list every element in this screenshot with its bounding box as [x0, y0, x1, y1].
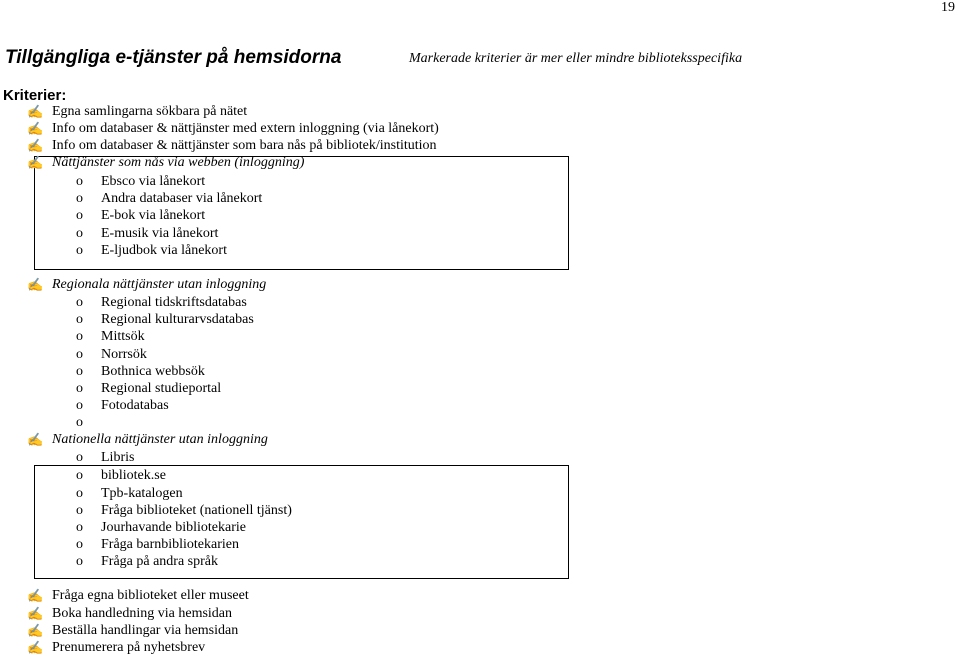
circle-bullet-icon: o [76, 174, 83, 189]
sub-item-text: Jourhavande bibliotekarie [101, 520, 247, 535]
criterion-text: Info om databaser & nättjänster med extern inloggning (via lånekort) [52, 121, 439, 136]
pen-bullet-icon: ✍ [27, 432, 44, 447]
criterion-text: Fråga egna biblioteket eller museet [52, 588, 249, 603]
circle-bullet-icon: o [76, 347, 83, 362]
sub-item-text: Tpb-katalogen [101, 486, 183, 501]
criteria-heading: Kriterier: [3, 87, 67, 104]
circle-bullet-icon: o [76, 381, 83, 396]
sub-item-text: Mittsök [101, 329, 145, 344]
circle-bullet-icon: o [76, 243, 83, 258]
pen-bullet-icon: ✍ [27, 121, 44, 136]
page-subtitle: Markerade kriterier är mer eller mindre biblioteksspecifika [409, 51, 743, 66]
sub-item-text: Libris [101, 450, 135, 465]
circle-bullet-icon: o [76, 503, 83, 518]
group-heading-text: Nättjänster som nås via webben (inloggning) [52, 155, 305, 170]
criterion-text: Egna samlingarna sökbara på nätet [52, 104, 248, 119]
sub-item-text: Andra databaser via lånekort [101, 191, 263, 206]
group-heading-text: Nationella nättjänster utan inloggning [52, 432, 268, 447]
circle-bullet-icon: o [76, 226, 83, 241]
circle-bullet-icon: o [76, 468, 83, 483]
group-heading-text: Regionala nättjänster utan inloggning [52, 277, 267, 292]
pen-bullet-icon: ✍ [27, 104, 44, 119]
circle-bullet-icon: o [76, 295, 83, 310]
pen-bullet-icon: ✍ [27, 623, 44, 638]
circle-bullet-icon: o [76, 537, 83, 552]
sub-item-text: Fråga på andra språk [101, 554, 219, 569]
pen-bullet-icon: ✍ [27, 138, 44, 153]
pen-bullet-icon: ✍ [27, 588, 44, 603]
circle-bullet-icon: o [76, 208, 83, 223]
sub-item-text: Ebsco via lånekort [101, 174, 206, 189]
circle-bullet-icon: o [76, 520, 83, 535]
page-number: 19 [941, 0, 955, 15]
circle-bullet-icon: o [76, 486, 83, 501]
circle-bullet-icon: o [76, 398, 83, 413]
sub-item-text: Norrsök [101, 347, 147, 362]
circle-bullet-icon: o [76, 450, 83, 465]
circle-bullet-icon: o [76, 364, 83, 379]
sub-item-text: Regional kulturarvsdatabas [101, 312, 254, 327]
criterion-text: Boka handledning via hemsidan [52, 606, 233, 621]
criterion-text: Prenumerera på nyhetsbrev [52, 640, 206, 655]
criterion-text: Beställa handlingar via hemsidan [52, 623, 239, 638]
pen-bullet-icon: ✍ [27, 277, 44, 292]
sub-item-text: Fråga barnbibliotekarien [101, 537, 240, 552]
sub-item-text: E-ljudbok via lånekort [101, 243, 227, 258]
page-title: Tillgängliga e-tjänster på hemsidorna [5, 47, 342, 68]
circle-bullet-icon: o [76, 415, 83, 430]
sub-item-text: Fotodatabas [101, 398, 169, 413]
circle-bullet-icon: o [76, 554, 83, 569]
sub-item-text: E-musik via lånekort [101, 226, 219, 241]
sub-item-text: Regional studieportal [101, 381, 222, 396]
pen-bullet-icon: ✍ [27, 640, 44, 655]
sub-item-text: Fråga biblioteket (nationell tjänst) [101, 503, 292, 518]
sub-item-text: Bothnica webbsök [101, 364, 205, 379]
circle-bullet-icon: o [76, 312, 83, 327]
criterion-text: Info om databaser & nättjänster som bara nås på bibliotek/institution [52, 138, 437, 153]
sub-item-text: bibliotek.se [101, 468, 166, 483]
sub-item-text: E-bok via lånekort [101, 208, 206, 223]
circle-bullet-icon: o [76, 329, 83, 344]
circle-bullet-icon: o [76, 191, 83, 206]
pen-bullet-icon: ✍ [27, 606, 44, 621]
sub-item-text: Regional tidskriftsdatabas [101, 295, 247, 310]
pen-bullet-icon: ✍ [27, 155, 44, 170]
